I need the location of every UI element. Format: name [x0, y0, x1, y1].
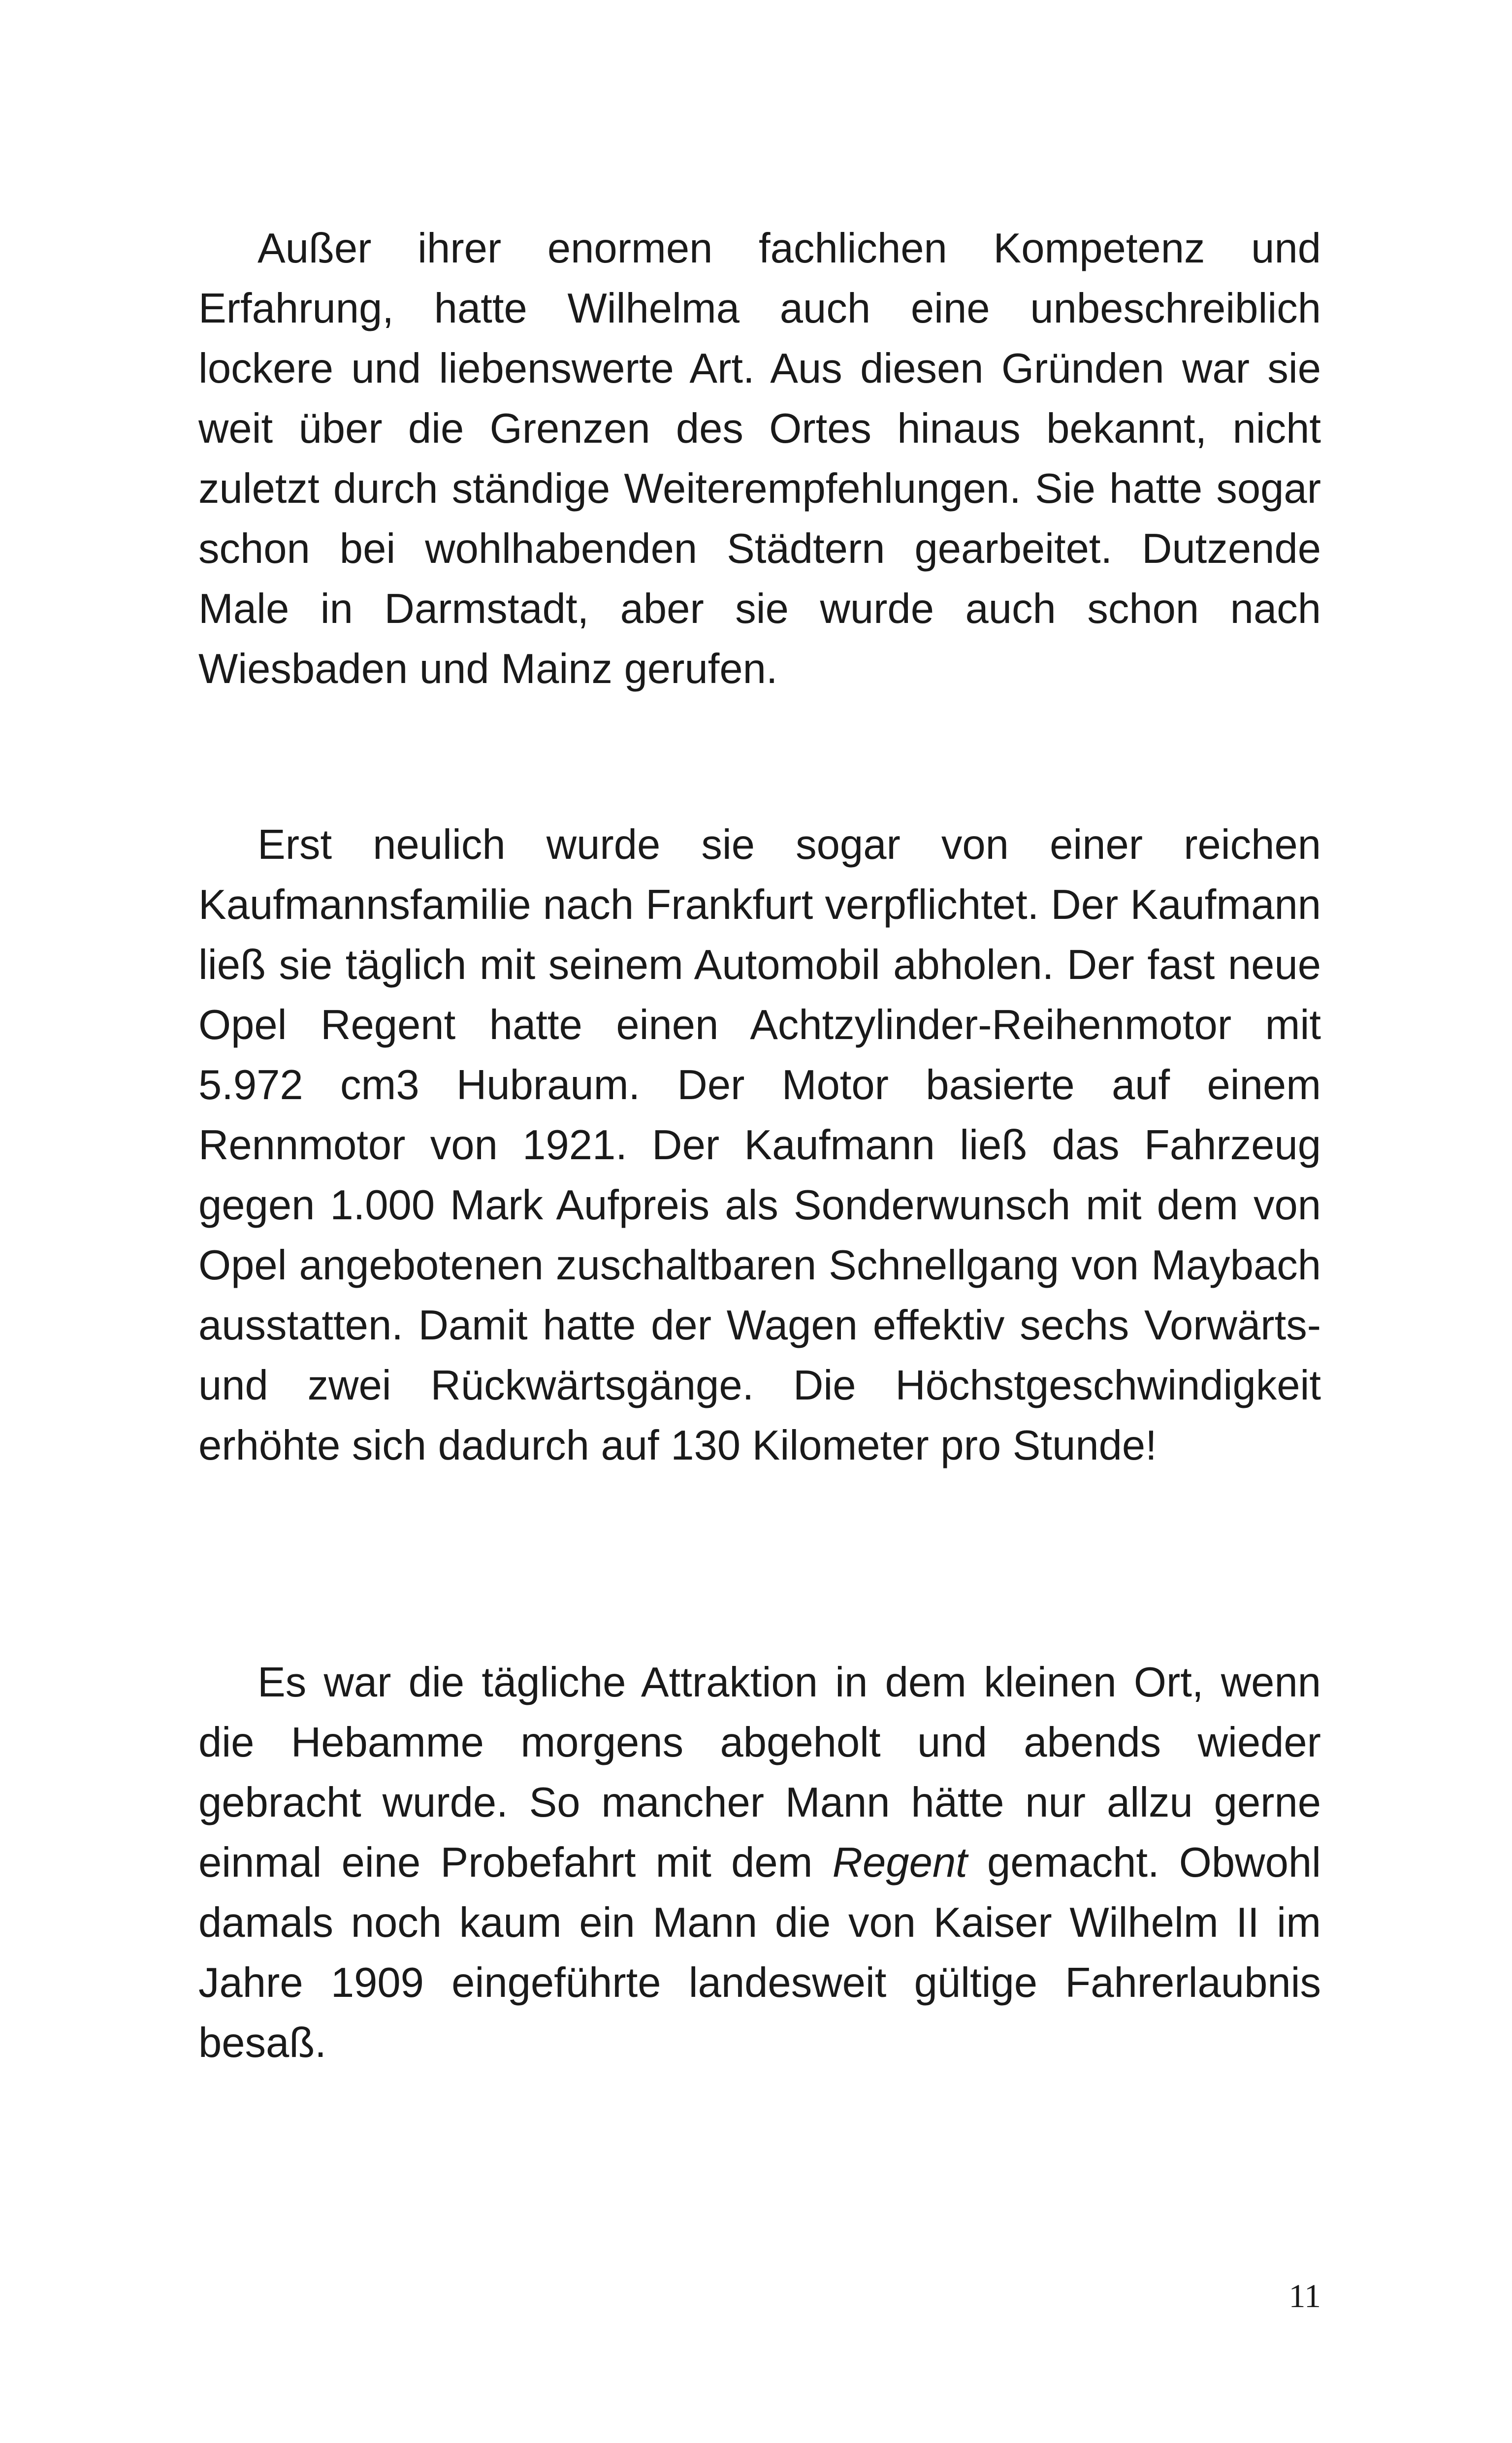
paragraph-3-text-before: Es war die tägliche Attraktion in dem kleinen Ort, wenn die Hebamme morgens abgeholt und abends wieder gebracht wurde. So mancher Mann hätte nur allzu gerne einmal eine Probefahrt mit dem — [198, 1659, 1321, 1886]
paragraph-2 — [198, 815, 1321, 1476]
page-number: 11 — [1288, 2277, 1321, 2314]
paragraph-3-text-after: gemacht. Obwohl damals noch kaum ein Mann die von Kaiser Wilhelm II im Jahre 1909 eingeführte landesweit gültige Fahrerlaubnis besaß. — [198, 1839, 1321, 2066]
paragraph-3-emphasis: Regent — [832, 1839, 967, 1886]
paragraph-1 — [198, 219, 1321, 699]
paragraph-2-text: Erst neulich wurde sie sogar von einer reichen Kaufmannsfamilie nach Frankfurt verpflichtet. Der Kaufmann ließ sie täglich mit seinem Automobil abholen. Der fast neue Opel Regent hatte einen Achtzylinder-Reihenmotor mit 5.972 cm3 Hubraum. Der Motor basierte auf einem Rennmotor von 1921. Der Kaufmann ließ das Fahrzeug gegen 1.000 Mark Aufpreis als Sonderwunsch mit dem von Opel angebotenen zuschaltbaren Schnellgang von Maybach ausstatten. Damit hatte der Wagen effektiv sechs Vorwärts- und zwei Rückwärtsgänge. Die Höchstgeschwindigkeit erhöhte sich dadurch auf 130 Kilometer pro Stunde! — [198, 821, 1321, 1469]
paragraph-3 — [198, 1653, 1321, 2073]
paragraph-1-text: Außer ihrer enormen fachlichen Kompetenz und Erfahrung, hatte Wilhelma auch eine unbeschreiblich lockere und liebenswerte Art. Aus diesen Gründen war sie weit über die Grenzen des Ortes hinaus bekannt, nicht zuletzt durch ständige Weiterempfehlungen. Sie hatte sogar schon bei wohlhabenden Städtern gearbeitet. Dutzende Male in Darmstadt, aber sie wurde auch schon nach Wiesbaden und Mainz gerufen. — [198, 225, 1321, 692]
